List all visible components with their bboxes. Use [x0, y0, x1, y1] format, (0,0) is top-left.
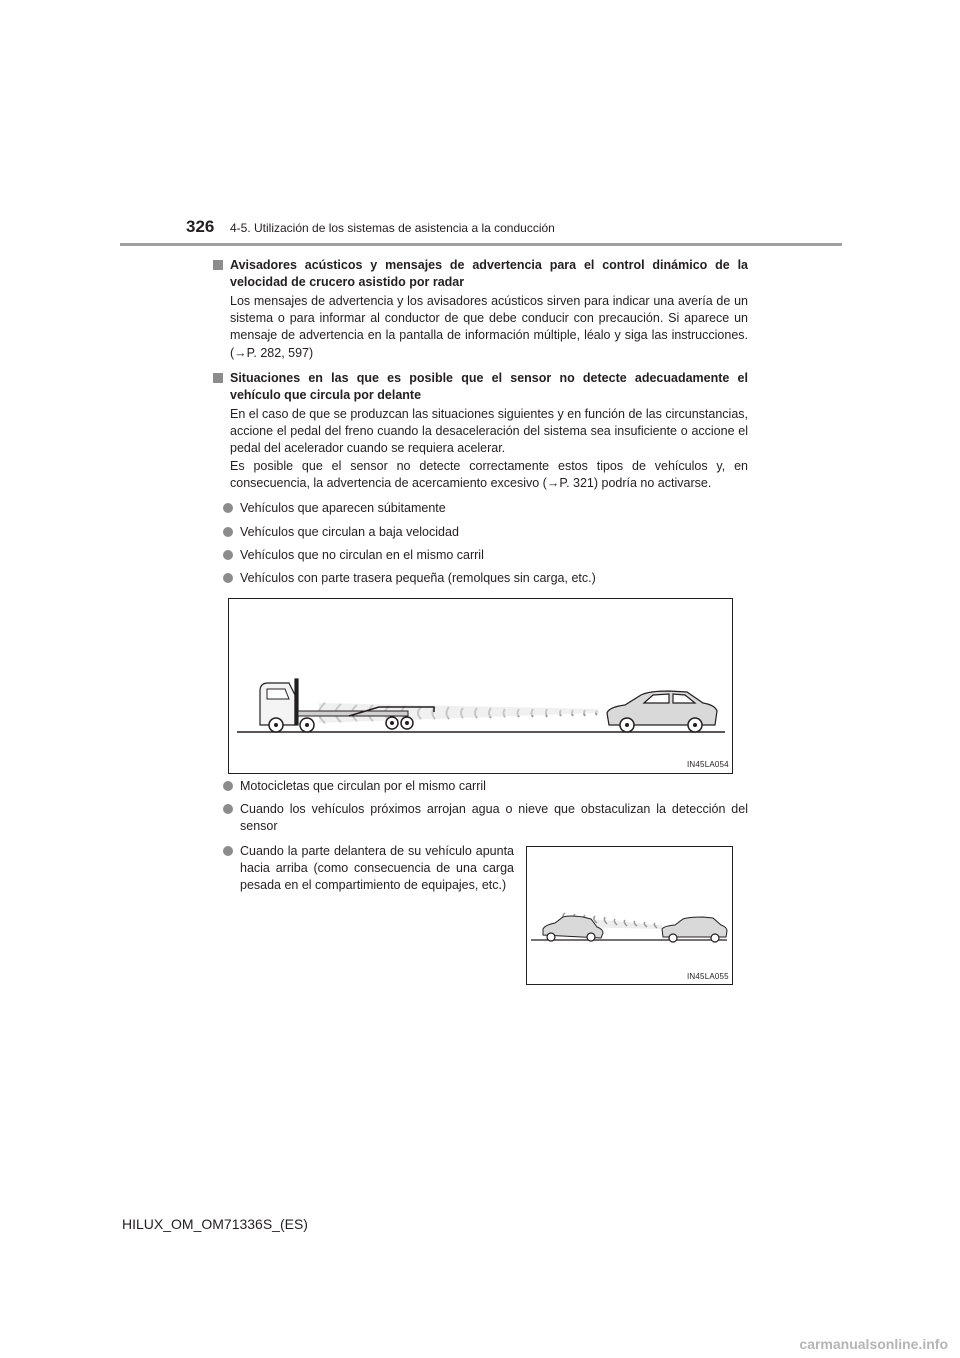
heading-line-2: vehículo que circula por delante	[230, 388, 422, 402]
circle-bullet-icon	[223, 804, 233, 814]
paragraph-warning-messages: Los mensajes de advertencia y los avisadores acústicos sirven para indicar una avería de un sistema o para informar al conductor de que debe conducir con precaución. Si aparece un mensaje de advertencia en la pantalla de información múltiple, léalo y siga las instrucciones. (→P. 282, 597)	[230, 294, 748, 360]
list-item: Vehículos que circulan a baja velocidad	[240, 524, 748, 541]
header-rule	[120, 243, 842, 246]
circle-bullet-icon	[223, 846, 233, 856]
list-item: Vehículos con parte trasera pequeña (remolques sin carga, etc.)	[240, 570, 748, 587]
section-title: 4-5. Utilización de los sistemas de asistencia a la conducción	[230, 221, 555, 235]
watermark: carmanualsonline.info	[799, 1336, 948, 1352]
figure-code: IN45LA055	[687, 972, 729, 981]
heading-line-2: velocidad de crucero asistido por radar	[230, 275, 465, 289]
list-item: Vehículos que no circulan en el mismo carril	[240, 547, 748, 564]
paragraph-detection-note: Es posible que el sensor no detecte correctamente estos tipos de vehículos y, en consecuencia, la advertencia de acercamiento excesivo (→P. 321) podría no activarse.	[230, 459, 748, 491]
nose-up-illustration	[527, 847, 732, 984]
paragraph-situations: En el caso de que se produzcan las situaciones siguientes y en función de las circunstancias, accione el pedal del freno cuando la desaceleración del sistema sea insuficiente o accione el pedal del acelerador cuando se requiera acelerar.	[230, 407, 748, 456]
list-item: Motocicletas que circulan por el mismo carril	[240, 778, 748, 795]
heading-line-1: Avisadores acústicos y mensajes de advertencia para el control dinámico de la	[230, 258, 748, 272]
document-code: HILUX_OM_OM71336S_(ES)	[122, 1216, 308, 1232]
list-item: Cuando la parte delantera de su vehículo apunta hacia arriba (como consecuencia de una carga pesada en el compartimiento de equipajes, etc.)	[240, 843, 514, 894]
heading-sensor-detection	[230, 370, 748, 404]
figure-code: IN45LA054	[687, 760, 729, 769]
circle-bullet-icon	[223, 573, 233, 583]
square-bullet-icon	[213, 260, 223, 270]
circle-bullet-icon	[223, 550, 233, 560]
trailer-illustration	[229, 599, 732, 773]
list-item: Vehículos que aparecen súbitamente	[240, 500, 748, 517]
circle-bullet-icon	[223, 781, 233, 791]
page-number: 326	[186, 217, 215, 236]
circle-bullet-icon	[223, 503, 233, 513]
square-bullet-icon	[213, 373, 223, 383]
list-item: Cuando los vehículos próximos arrojan agua o nieve que obstaculizan la detección del sensor	[240, 801, 748, 835]
figure-nose-up	[526, 846, 733, 985]
circle-bullet-icon	[223, 527, 233, 537]
heading-line-1: Situaciones en las que es posible que el sensor no detecte adecuadamente el	[230, 371, 748, 385]
figure-empty-trailer	[228, 598, 733, 774]
heading-warning-buzzers	[230, 257, 748, 291]
